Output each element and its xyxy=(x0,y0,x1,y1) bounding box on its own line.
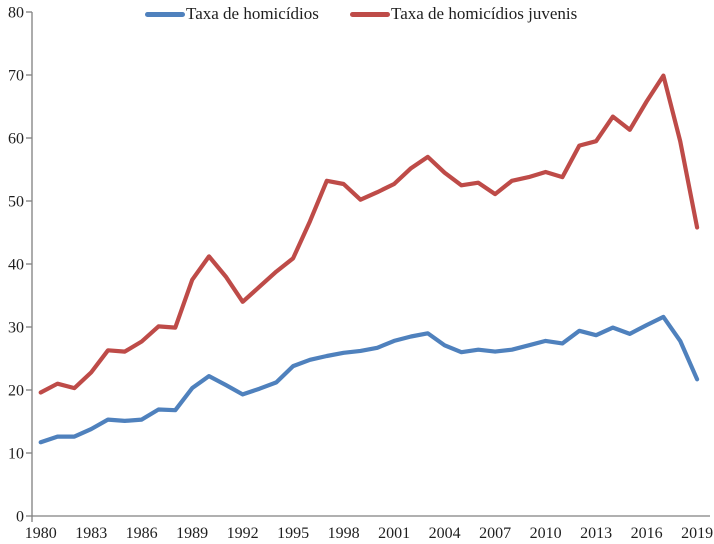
legend-label-homicide-rate: Taxa de homicídios xyxy=(186,4,319,23)
y-tick-label-30: 30 xyxy=(8,319,24,337)
x-tick-label-1992: 1992 xyxy=(226,525,259,542)
x-tick-label-1980: 1980 xyxy=(24,525,57,542)
y-tick-label-10: 10 xyxy=(8,445,24,463)
y-tick-label-50: 50 xyxy=(8,193,24,211)
x-tick-label-1983: 1983 xyxy=(75,525,108,542)
y-tick-label-0: 0 xyxy=(16,508,24,526)
y-tick-label-60: 60 xyxy=(8,130,24,148)
data-series xyxy=(41,76,697,443)
x-tick-label-2010: 2010 xyxy=(529,525,562,542)
y-tick-label-20: 20 xyxy=(8,382,24,400)
x-tick-label-2013: 2013 xyxy=(580,525,613,542)
x-tick-label-1986: 1986 xyxy=(125,525,158,542)
homicide-rate-line xyxy=(41,317,697,442)
x-tick-label-1995: 1995 xyxy=(277,525,310,542)
y-tick-label-70: 70 xyxy=(8,67,24,85)
x-tick-label-2019: 2019 xyxy=(681,525,714,542)
legend-label-juvenile-homicide-rate: Taxa de homicídios juvenis xyxy=(391,4,578,23)
y-tick-label-80: 80 xyxy=(8,4,24,22)
y-axis-ticks xyxy=(26,12,32,516)
x-axis-labels xyxy=(25,525,713,542)
x-tick-label-2001: 2001 xyxy=(378,525,411,542)
x-tick-label-2016: 2016 xyxy=(630,525,663,542)
x-tick-label-1989: 1989 xyxy=(176,525,209,542)
juvenile-homicide-rate-line xyxy=(41,76,697,393)
x-tick-label-2004: 2004 xyxy=(428,525,461,542)
y-axis-labels xyxy=(8,5,24,526)
y-tick-label-40: 40 xyxy=(8,256,24,274)
x-tick-label-2007: 2007 xyxy=(479,525,512,542)
x-tick-label-1998: 1998 xyxy=(327,525,360,542)
